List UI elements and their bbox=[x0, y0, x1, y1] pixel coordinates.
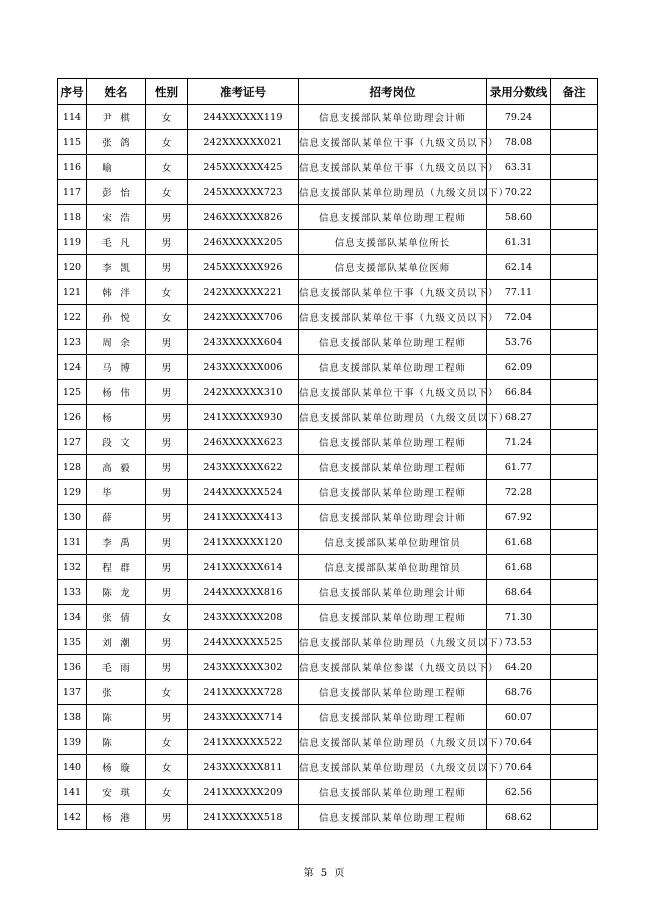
table-row bbox=[58, 755, 598, 780]
given-name-text: 璇 bbox=[120, 763, 130, 774]
gender-cell: 女 bbox=[146, 280, 188, 305]
score-cell: 60.07 bbox=[487, 705, 551, 730]
ticket-number-cell: 241XXXXXX614 bbox=[188, 555, 299, 580]
name-cell bbox=[87, 605, 146, 630]
score-cell: 77.11 bbox=[487, 280, 551, 305]
name-cell bbox=[87, 680, 146, 705]
score-cell: 62.14 bbox=[487, 255, 551, 280]
post-cell: 信息支援部队某单位医师 bbox=[299, 255, 487, 280]
remark-cell bbox=[551, 605, 598, 630]
row-number-cell: 131 bbox=[58, 530, 87, 555]
post-cell: 信息支援部队某单位助理员（九级文员以下） bbox=[299, 180, 487, 205]
row-number-cell: 140 bbox=[58, 755, 87, 780]
score-cell: 72.28 bbox=[487, 480, 551, 505]
post-cell: 信息支援部队某单位助理工程师 bbox=[299, 805, 487, 830]
score-cell: 63.31 bbox=[487, 155, 551, 180]
remark-cell bbox=[551, 680, 598, 705]
header-post: 招考岗位 bbox=[299, 79, 487, 105]
surname-text: 韩 bbox=[102, 288, 112, 299]
post-cell: 信息支援部队某单位干事（九级文员以下） bbox=[299, 155, 487, 180]
remark-cell bbox=[551, 330, 598, 355]
gender-cell: 女 bbox=[146, 180, 188, 205]
score-cell: 71.24 bbox=[487, 430, 551, 455]
surname-text: 安 bbox=[102, 788, 112, 799]
ticket-number-cell: 241XXXXXX522 bbox=[188, 730, 299, 755]
score-cell: 58.60 bbox=[487, 205, 551, 230]
table-row bbox=[58, 380, 598, 405]
ticket-number-cell: 245XXXXXX723 bbox=[188, 180, 299, 205]
remark-cell bbox=[551, 130, 598, 155]
gender-cell: 女 bbox=[146, 130, 188, 155]
name-cell bbox=[87, 505, 146, 530]
given-name-text: 浩 bbox=[120, 213, 130, 224]
score-cell: 70.64 bbox=[487, 730, 551, 755]
given-name-text: 凡 bbox=[120, 238, 130, 249]
row-number-cell: 116 bbox=[58, 155, 87, 180]
gender-cell: 男 bbox=[146, 555, 188, 580]
given-name-text: 文 bbox=[120, 438, 130, 449]
surname-text: 杨 bbox=[102, 413, 112, 424]
table-row bbox=[58, 530, 598, 555]
surname-text: 毛 bbox=[102, 663, 112, 674]
remark-cell bbox=[551, 780, 598, 805]
ticket-number-cell: 246XXXXXX623 bbox=[188, 430, 299, 455]
post-cell: 信息支援部队某单位助理员（九级文员以下） bbox=[299, 630, 487, 655]
given-name-text: 伟 bbox=[120, 388, 130, 399]
gender-cell: 男 bbox=[146, 255, 188, 280]
table-row bbox=[58, 205, 598, 230]
row-number-cell: 139 bbox=[58, 730, 87, 755]
name-cell bbox=[87, 480, 146, 505]
page-footer: 第 5 页 bbox=[303, 868, 347, 879]
name-cell bbox=[87, 355, 146, 380]
given-name-text: 博 bbox=[120, 363, 130, 374]
score-cell: 68.64 bbox=[487, 580, 551, 605]
row-number-cell: 114 bbox=[58, 105, 87, 130]
score-cell: 67.92 bbox=[487, 505, 551, 530]
remark-cell bbox=[551, 305, 598, 330]
table-row bbox=[58, 605, 598, 630]
given-name-text: 港 bbox=[120, 813, 130, 824]
name-cell bbox=[87, 155, 146, 180]
post-cell: 信息支援部队某单位干事（九级文员以下） bbox=[299, 130, 487, 155]
gender-cell: 女 bbox=[146, 605, 188, 630]
surname-text: 孙 bbox=[102, 313, 112, 324]
ticket-number-cell: 243XXXXXX006 bbox=[188, 355, 299, 380]
name-cell bbox=[87, 380, 146, 405]
gender-cell: 男 bbox=[146, 580, 188, 605]
score-cell: 61.31 bbox=[487, 230, 551, 255]
name-cell bbox=[87, 630, 146, 655]
post-cell: 信息支援部队某单位助理员（九级文员以下） bbox=[299, 755, 487, 780]
gender-cell: 男 bbox=[146, 480, 188, 505]
row-number-cell: 118 bbox=[58, 205, 87, 230]
surname-text: 彭 bbox=[102, 188, 112, 199]
table-row bbox=[58, 655, 598, 680]
table-body bbox=[58, 105, 598, 830]
given-name-text: 泮 bbox=[120, 288, 130, 299]
row-number-cell: 129 bbox=[58, 480, 87, 505]
table-row bbox=[58, 555, 598, 580]
surname-text: 李 bbox=[102, 538, 112, 549]
row-number-cell: 115 bbox=[58, 130, 87, 155]
table-row bbox=[58, 405, 598, 430]
ticket-number-cell: 243XXXXXX604 bbox=[188, 330, 299, 355]
row-number-cell: 124 bbox=[58, 355, 87, 380]
surname-text: 毕 bbox=[102, 488, 112, 499]
row-number-cell: 125 bbox=[58, 380, 87, 405]
table-row bbox=[58, 780, 598, 805]
gender-cell: 男 bbox=[146, 530, 188, 555]
ticket-number-cell: 242XXXXXX706 bbox=[188, 305, 299, 330]
remark-cell bbox=[551, 255, 598, 280]
gender-cell: 男 bbox=[146, 630, 188, 655]
name-cell bbox=[87, 755, 146, 780]
gender-cell: 男 bbox=[146, 705, 188, 730]
gender-cell: 男 bbox=[146, 655, 188, 680]
score-cell: 66.84 bbox=[487, 380, 551, 405]
surname-text: 杨 bbox=[102, 763, 112, 774]
remark-cell bbox=[551, 405, 598, 430]
gender-cell: 女 bbox=[146, 680, 188, 705]
score-cell: 72.04 bbox=[487, 305, 551, 330]
score-cell: 62.09 bbox=[487, 355, 551, 380]
score-cell: 53.76 bbox=[487, 330, 551, 355]
post-cell: 信息支援部队某单位助理工程师 bbox=[299, 430, 487, 455]
name-cell bbox=[87, 655, 146, 680]
gender-cell: 男 bbox=[146, 205, 188, 230]
given-name-text: 怡 bbox=[120, 188, 130, 199]
gender-cell: 男 bbox=[146, 455, 188, 480]
remark-cell bbox=[551, 230, 598, 255]
post-cell: 信息支援部队某单位助理工程师 bbox=[299, 480, 487, 505]
surname-text: 周 bbox=[102, 338, 112, 349]
table-row bbox=[58, 630, 598, 655]
name-cell bbox=[87, 530, 146, 555]
score-cell: 64.20 bbox=[487, 655, 551, 680]
given-name-text: 悦 bbox=[120, 313, 130, 324]
surname-text: 杨 bbox=[102, 388, 112, 399]
surname-text: 薛 bbox=[102, 513, 112, 524]
row-number-cell: 128 bbox=[58, 455, 87, 480]
remark-cell bbox=[551, 355, 598, 380]
name-cell bbox=[87, 205, 146, 230]
remark-cell bbox=[551, 705, 598, 730]
name-cell bbox=[87, 555, 146, 580]
score-cell: 68.76 bbox=[487, 680, 551, 705]
gender-cell: 女 bbox=[146, 305, 188, 330]
score-cell: 71.30 bbox=[487, 605, 551, 630]
post-cell: 信息支援部队某单位助理工程师 bbox=[299, 355, 487, 380]
gender-cell: 男 bbox=[146, 330, 188, 355]
row-number-cell: 142 bbox=[58, 805, 87, 830]
given-name-text: 倩 bbox=[120, 613, 130, 624]
row-number-cell: 127 bbox=[58, 430, 87, 455]
row-number-cell: 141 bbox=[58, 780, 87, 805]
name-cell bbox=[87, 130, 146, 155]
table-row bbox=[58, 355, 598, 380]
gender-cell: 男 bbox=[146, 430, 188, 455]
post-cell: 信息支援部队某单位助理员（九级文员以下） bbox=[299, 730, 487, 755]
given-name-text: 潮 bbox=[120, 638, 130, 649]
gender-cell: 男 bbox=[146, 355, 188, 380]
score-cell: 61.68 bbox=[487, 555, 551, 580]
gender-cell: 男 bbox=[146, 805, 188, 830]
name-cell bbox=[87, 705, 146, 730]
score-cell: 62.56 bbox=[487, 780, 551, 805]
score-cell: 61.68 bbox=[487, 530, 551, 555]
table-row bbox=[58, 105, 598, 130]
ticket-number-cell: 243XXXXXX208 bbox=[188, 605, 299, 630]
given-name-text: 余 bbox=[120, 338, 130, 349]
remark-cell bbox=[551, 730, 598, 755]
header-ticket: 准考证号 bbox=[188, 79, 299, 105]
post-cell: 信息支援部队某单位助理工程师 bbox=[299, 680, 487, 705]
name-cell bbox=[87, 430, 146, 455]
given-name-text: 龙 bbox=[120, 588, 130, 599]
gender-cell: 女 bbox=[146, 730, 188, 755]
table-row bbox=[58, 130, 598, 155]
given-name-text: 雨 bbox=[120, 663, 130, 674]
header-gender: 性别 bbox=[146, 79, 188, 105]
ticket-number-cell: 243XXXXXX714 bbox=[188, 705, 299, 730]
row-number-cell: 117 bbox=[58, 180, 87, 205]
ticket-number-cell: 244XXXXXX524 bbox=[188, 480, 299, 505]
post-cell: 信息支援部队某单位助理会计师 bbox=[299, 505, 487, 530]
gender-cell: 女 bbox=[146, 105, 188, 130]
surname-text: 李 bbox=[102, 263, 112, 274]
post-cell: 信息支援部队某单位助理工程师 bbox=[299, 330, 487, 355]
surname-text: 高 bbox=[102, 463, 112, 474]
row-number-cell: 138 bbox=[58, 705, 87, 730]
table-row bbox=[58, 455, 598, 480]
remark-cell bbox=[551, 530, 598, 555]
post-cell: 信息支援部队某单位所长 bbox=[299, 230, 487, 255]
row-number-cell: 121 bbox=[58, 280, 87, 305]
name-cell bbox=[87, 330, 146, 355]
surname-text: 陈 bbox=[102, 738, 112, 749]
header-name: 姓名 bbox=[87, 79, 146, 105]
name-cell bbox=[87, 730, 146, 755]
surname-text: 张 bbox=[102, 613, 112, 624]
gender-cell: 女 bbox=[146, 155, 188, 180]
name-cell bbox=[87, 255, 146, 280]
surname-text: 毛 bbox=[102, 238, 112, 249]
gender-cell: 男 bbox=[146, 380, 188, 405]
remark-cell bbox=[551, 430, 598, 455]
gender-cell: 男 bbox=[146, 505, 188, 530]
ticket-number-cell: 245XXXXXX425 bbox=[188, 155, 299, 180]
name-cell bbox=[87, 405, 146, 430]
remark-cell bbox=[551, 480, 598, 505]
score-cell: 68.62 bbox=[487, 805, 551, 830]
score-cell: 78.08 bbox=[487, 130, 551, 155]
given-name-text: 棋 bbox=[120, 113, 130, 124]
remark-cell bbox=[551, 580, 598, 605]
table-row bbox=[58, 505, 598, 530]
row-number-cell: 123 bbox=[58, 330, 87, 355]
post-cell: 信息支援部队某单位参谋（九级文员以下） bbox=[299, 655, 487, 680]
row-number-cell: 126 bbox=[58, 405, 87, 430]
given-name-text: 鸽 bbox=[120, 138, 130, 149]
surname-text: 段 bbox=[102, 438, 112, 449]
surname-text: 杨 bbox=[102, 813, 112, 824]
ticket-number-cell: 245XXXXXX926 bbox=[188, 255, 299, 280]
given-name-text: 毅 bbox=[120, 463, 130, 474]
ticket-number-cell: 241XXXXXX518 bbox=[188, 805, 299, 830]
remark-cell bbox=[551, 655, 598, 680]
post-cell: 信息支援部队某单位助理工程师 bbox=[299, 780, 487, 805]
ticket-number-cell: 243XXXXXX622 bbox=[188, 455, 299, 480]
name-cell bbox=[87, 180, 146, 205]
post-cell: 信息支援部队某单位助理馆员 bbox=[299, 555, 487, 580]
row-number-cell: 132 bbox=[58, 555, 87, 580]
table-row bbox=[58, 180, 598, 205]
ticket-number-cell: 244XXXXXX816 bbox=[188, 580, 299, 605]
post-cell: 信息支援部队某单位干事（九级文员以下） bbox=[299, 305, 487, 330]
admission-roster-table bbox=[57, 78, 598, 830]
gender-cell: 女 bbox=[146, 755, 188, 780]
gender-cell: 男 bbox=[146, 230, 188, 255]
post-cell: 信息支援部队某单位助理工程师 bbox=[299, 205, 487, 230]
name-cell bbox=[87, 805, 146, 830]
remark-cell bbox=[551, 805, 598, 830]
table-row bbox=[58, 480, 598, 505]
remark-cell bbox=[551, 280, 598, 305]
post-cell: 信息支援部队某单位助理员（九级文员以下） bbox=[299, 405, 487, 430]
post-cell: 信息支援部队某单位干事（九级文员以下） bbox=[299, 280, 487, 305]
table-header-row bbox=[58, 79, 598, 105]
table-row bbox=[58, 430, 598, 455]
header-score: 录用分数线 bbox=[487, 79, 551, 105]
table-row bbox=[58, 280, 598, 305]
score-cell: 68.27 bbox=[487, 405, 551, 430]
table-row bbox=[58, 330, 598, 355]
score-cell: 73.53 bbox=[487, 630, 551, 655]
ticket-number-cell: 242XXXXXX221 bbox=[188, 280, 299, 305]
header-remark: 备注 bbox=[551, 79, 598, 105]
header-no: 序号 bbox=[58, 79, 87, 105]
name-cell bbox=[87, 780, 146, 805]
surname-text: 宋 bbox=[102, 213, 112, 224]
post-cell: 信息支援部队某单位助理工程师 bbox=[299, 605, 487, 630]
remark-cell bbox=[551, 630, 598, 655]
surname-text: 陈 bbox=[102, 588, 112, 599]
ticket-number-cell: 244XXXXXX119 bbox=[188, 105, 299, 130]
name-cell bbox=[87, 105, 146, 130]
row-number-cell: 120 bbox=[58, 255, 87, 280]
remark-cell bbox=[551, 105, 598, 130]
table-row bbox=[58, 155, 598, 180]
name-cell bbox=[87, 280, 146, 305]
remark-cell bbox=[551, 505, 598, 530]
table-row bbox=[58, 230, 598, 255]
post-cell: 信息支援部队某单位助理会计师 bbox=[299, 105, 487, 130]
row-number-cell: 119 bbox=[58, 230, 87, 255]
table-row bbox=[58, 705, 598, 730]
table-row bbox=[58, 680, 598, 705]
row-number-cell: 122 bbox=[58, 305, 87, 330]
given-name-text: 琪 bbox=[120, 788, 130, 799]
ticket-number-cell: 241XXXXXX728 bbox=[188, 680, 299, 705]
row-number-cell: 135 bbox=[58, 630, 87, 655]
gender-cell: 女 bbox=[146, 780, 188, 805]
surname-text: 喻 bbox=[102, 163, 112, 174]
name-cell bbox=[87, 580, 146, 605]
given-name-text: 凯 bbox=[120, 263, 130, 274]
score-cell: 70.22 bbox=[487, 180, 551, 205]
table-row bbox=[58, 255, 598, 280]
ticket-number-cell: 241XXXXXX930 bbox=[188, 405, 299, 430]
remark-cell bbox=[551, 455, 598, 480]
post-cell: 信息支援部队某单位助理馆员 bbox=[299, 530, 487, 555]
surname-text: 张 bbox=[102, 138, 112, 149]
surname-text: 陈 bbox=[102, 713, 112, 724]
remark-cell bbox=[551, 380, 598, 405]
surname-text: 刘 bbox=[102, 638, 112, 649]
ticket-number-cell: 246XXXXXX826 bbox=[188, 205, 299, 230]
ticket-number-cell: 246XXXXXX205 bbox=[188, 230, 299, 255]
post-cell: 信息支援部队某单位助理工程师 bbox=[299, 705, 487, 730]
table-row bbox=[58, 805, 598, 830]
row-number-cell: 137 bbox=[58, 680, 87, 705]
name-cell bbox=[87, 455, 146, 480]
ticket-number-cell: 243XXXXXX811 bbox=[188, 755, 299, 780]
post-cell: 信息支援部队某单位助理会计师 bbox=[299, 580, 487, 605]
remark-cell bbox=[551, 555, 598, 580]
score-cell: 70.64 bbox=[487, 755, 551, 780]
name-cell bbox=[87, 305, 146, 330]
ticket-number-cell: 242XXXXXX021 bbox=[188, 130, 299, 155]
table-row bbox=[58, 580, 598, 605]
surname-text: 马 bbox=[102, 363, 112, 374]
remark-cell bbox=[551, 755, 598, 780]
surname-text: 张 bbox=[102, 688, 112, 699]
ticket-number-cell: 241XXXXXX120 bbox=[188, 530, 299, 555]
table-row bbox=[58, 730, 598, 755]
name-cell bbox=[87, 230, 146, 255]
given-name-text: 禹 bbox=[120, 538, 130, 549]
surname-text: 程 bbox=[102, 563, 112, 574]
surname-text: 尹 bbox=[102, 113, 112, 124]
gender-cell: 男 bbox=[146, 405, 188, 430]
ticket-number-cell: 243XXXXXX302 bbox=[188, 655, 299, 680]
row-number-cell: 134 bbox=[58, 605, 87, 630]
remark-cell bbox=[551, 155, 598, 180]
post-cell: 信息支援部队某单位干事（九级文员以下） bbox=[299, 380, 487, 405]
ticket-number-cell: 241XXXXXX209 bbox=[188, 780, 299, 805]
row-number-cell: 130 bbox=[58, 505, 87, 530]
row-number-cell: 133 bbox=[58, 580, 87, 605]
remark-cell bbox=[551, 205, 598, 230]
ticket-number-cell: 244XXXXXX525 bbox=[188, 630, 299, 655]
score-cell: 79.24 bbox=[487, 105, 551, 130]
post-cell: 信息支援部队某单位助理工程师 bbox=[299, 455, 487, 480]
row-number-cell: 136 bbox=[58, 655, 87, 680]
table-row bbox=[58, 305, 598, 330]
score-cell: 61.77 bbox=[487, 455, 551, 480]
ticket-number-cell: 242XXXXXX310 bbox=[188, 380, 299, 405]
ticket-number-cell: 241XXXXXX413 bbox=[188, 505, 299, 530]
given-name-text: 群 bbox=[120, 563, 130, 574]
roster-sheet bbox=[57, 78, 597, 830]
remark-cell bbox=[551, 180, 598, 205]
